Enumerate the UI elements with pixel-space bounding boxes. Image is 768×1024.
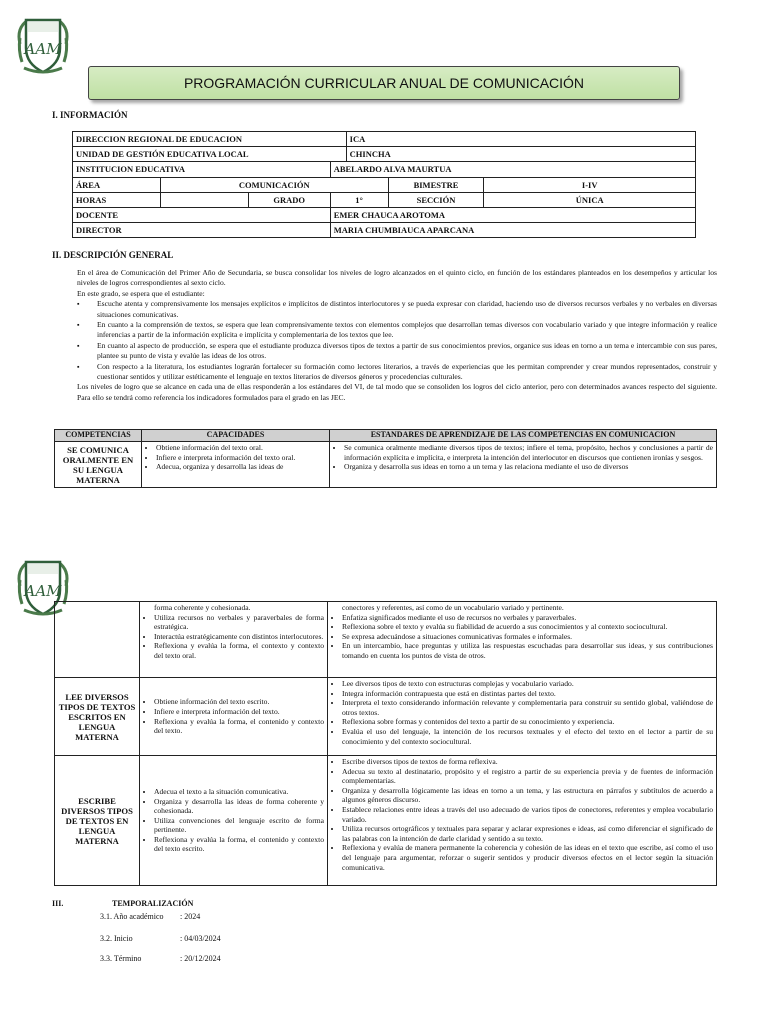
standard-item: • Interpreta el texto considerando información relevante y complementaria para construir su sentido global, valiéndose de otros textos. [342,698,713,717]
section-heading-info: I. INFORMACIÓN [52,110,128,120]
header-capacidades: CAPACIDADES [142,430,330,442]
standard-item: • Organiza y desarrolla lógicamente las ideas en torno a un tema, y las estructura en párrafos y subtítulos de acuerdo a algunos géneros discurso. [342,786,713,805]
standard-item: • Evalúa el uso del lenguaje, la intención de los recursos textuales y el efecto del texto en el lector a partir de su conocimiento y del contexto sociocultural. [342,727,713,746]
standard-item: • Adecua su texto al destinatario, propósito y el registro a partir de su experiencia previa y de fuentes de información complementarias. [342,767,713,786]
standard-item: • Utiliza recursos ortográficos y textuales para separar y aclarar expresiones e ideas, así como diferenciar el significado de las palabras con la intención de darle claridad y sentido a su texto. [342,824,713,843]
page-title: PROGRAMACIÓN CURRICULAR ANUAL DE COMUNICACIÓN [88,66,680,100]
info-value: ÚNICA [484,192,696,207]
info-value: 1° [330,192,388,207]
competencies-table-part2 [54,601,717,886]
section-number-temporalizacion: III. [52,899,64,908]
desc-paragraph: Los niveles de logro que se alcance en cada una de ellas responderán a los estándares del VI, de tal modo que se consoliden los logros del ciclo anterior, pero con determinados avances respecto del siguiente. Para ello se tendrá como referencia los indicadores formulados para el grado en las JEC. [77,382,717,402]
desc-paragraph: En este grado, se espera que el estudiante: [77,288,205,298]
standard-item: • Se expresa adecuándose a situaciones comunicativas formales e informales. [342,632,713,642]
temp-value: : 04/03/2024 [180,934,221,943]
capacity-item: • Interactúa estratégicamente con distintos interlocutores. [154,632,324,642]
standard-item: conectores y referentes, así como de un vocabulario variado y pertinente. [342,603,564,612]
info-label: DOCENTE [73,207,331,222]
standard-item: • Escribe diversos tipos de textos de forma reflexiva. [342,757,713,767]
standard-item: • Establece relaciones entre ideas a través del uso adecuado de varios tipos de conectores, referentes y emplea vocabulario variado. [342,805,713,824]
desc-bullet: ▪ Con respecto a la literatura, los estudiantes lograrán fortalecer su formación como lectores literarios, a través de experiencias que les permitan comprender y crear mundos representados, construir y cuestionar sentidos y utilizar estéticamente el lenguaje en textos literarios de diversos géneros y procedencias culturales. [77,362,717,383]
desc-bullet: ▪ En cuanto al aspecto de producción, se espera que el estudiante produzca diversos tipos de textos a partir de sus conocimientos previos, organice sus ideas en torno a un tema e intercambie con sus pares, plantee su punto de vista y evalúe las ideas de los otros. [77,341,717,362]
capacity-item: • Obtiene información del texto escrito. [154,697,324,707]
info-value: MARIA CHUMBIAUCA APARCANA [330,223,695,238]
info-label: ÁREA [73,177,161,192]
info-value: ICA [346,132,695,147]
info-value: COMUNICACIÓN [160,177,388,192]
competency-name: ESCRIBE DIVERSOS TIPOS DE TEXTOS EN LENGUA MATERNA [55,756,140,886]
info-label: DIRECCION REGIONAL DE EDUCACION [73,132,347,147]
info-value: I-IV [484,177,696,192]
info-label: SECCIÓN [388,192,484,207]
section-heading-description: II. DESCRIPCIÓN GENERAL [52,250,174,260]
capacity-item: • Infiere e interpreta información del texto oral. [156,453,326,463]
desc-bullet: ▪ En cuanto a la comprensión de textos, se espera que lean comprensivamente textos con elementos complejos que desarrollan temas diversos con vocabulario variado y que integre información y realice inferencias a partir de la información explícita e implícita y complementaria de los textos que lee. [77,320,717,341]
capacity-item: • Infiere e interpreta información del texto. [154,707,324,717]
temp-label: 3.2. Inicio [100,934,133,943]
competency-name: SE COMUNICA ORALMENTE EN SU LENGUA MATERNA [55,442,142,488]
header-competencias: COMPETENCIAS [55,430,142,442]
temp-label: 3.3. Término [100,954,142,963]
logo-text: AAM [24,582,62,600]
info-value-empty [160,192,248,207]
logo-text: AAM [24,40,62,58]
info-label: GRADO [248,192,330,207]
capacity-item: • Utiliza recursos no verbales y paraverbales de forma estratégica. [154,613,324,632]
standard-item: • Integra información contrapuesta que está en distintas partes del texto. [342,689,713,699]
school-crest-logo [12,14,74,76]
desc-bullet: ▪ Escuche atenta y comprensivamente los mensajes explícitos e implícitos de distintos interlocutores y se pueda expresar con claridad, haciendo uso de diversos recursos verbales y no verbales en diversas situaciones comunicativas. [77,299,717,320]
info-value: ABELARDO ALVA MAURTUA [330,162,695,177]
info-label: DIRECTOR [73,223,331,238]
capacity-item: • Reflexiona y evalúa la forma, el contenido y contexto del texto escrito. [154,835,324,854]
info-label: HORAS [73,192,161,207]
capacity-item: forma coherente y cohesionada. [154,603,251,612]
competency-name: LEE DIVERSOS TIPOS DE TEXTOS ESCRITOS EN LENGUA MATERNA [55,678,140,756]
info-label: UNIDAD DE GESTIÓN EDUCATIVA LOCAL [73,147,347,162]
capacity-item: • Reflexiona y evalúa la forma, el contenido y contexto del texto. [154,717,324,736]
header-estandares: ESTANDARES DE APRENDIZAJE DE LAS COMPETENCIAS EN COMUNICACION [330,430,717,442]
standard-item: • Lee diversos tipos de texto con estructuras complejas y vocabulario variado. [342,679,713,689]
capacity-item: • Reflexiona y evalúa la forma, el contexto y contexto del texto oral. [154,641,324,660]
standard-item: • Reflexiona sobre el texto y evalúa su fiabilidad de acuerdo a sus conocimientos y al contexto sociocultural. [342,622,713,632]
info-value: EMER CHAUCA AROTOMA [330,207,695,222]
standard-item: • Reflexiona sobre formas y contenidos del texto a partir de su conocimiento y experiencia. [342,717,713,727]
capacity-item: • Adecua el texto a la situación comunicativa. [154,787,324,797]
capacity-item: • Utiliza convenciones del lenguaje escrito de forma pertinente. [154,816,324,835]
standard-item: • Reflexiona y evalúa de manera permanente la coherencia y cohesión de las ideas en el texto que escribe, así como el uso del lenguaje para argumentar, reforzar o sugerir sentidos y producir diversos efectos en el lector según la situación comunicativa. [342,843,713,872]
temp-value: : 20/12/2024 [180,954,221,963]
general-description [77,268,717,403]
temp-value: : 2024 [180,912,201,921]
standard-item: • Se comunica oralmente mediante diversos tipos de textos; infiere el tema, propósito, hechos y conclusiones a partir de información explícita e implícita, e interpreta la intención del interlocutor en discursos que contienen ironías y sesgos. [344,443,713,462]
temp-label: 3.1. Año académico [100,912,164,921]
capacity-item: • Adecua, organiza y desarrolla las ideas de [156,462,326,472]
section-heading-temporalizacion: TEMPORALIZACIÓN [112,899,194,908]
info-label: INSTITUCION EDUCATIVA [73,162,331,177]
standard-item: • Enfatiza significados mediante el uso de recursos no verbales y paraverbales. [342,613,713,623]
standard-item: • Organiza y desarrolla sus ideas en torno a un tema y las relaciona mediante el uso de diversos [344,462,713,472]
desc-paragraph: En el área de Comunicación del Primer Año de Secundaria, se busca consolidar los niveles de logro alcanzados en el quinto ciclo, en función de los estándares planteados en los desempeños y articular los niveles de logros correspondientes al sexto ciclo. [77,268,717,288]
info-value: CHINCHA [346,147,695,162]
capacity-item: • Organiza y desarrolla las ideas de forma coherente y cohesionada. [154,797,324,816]
standard-item: • En un intercambio, hace preguntas y utiliza las respuestas escuchadas para desarrollar sus ideas, y sus contribuciones tomando en cuenta los puntos de vista de otros. [342,641,713,660]
info-table [72,131,696,238]
info-label: BIMESTRE [388,177,484,192]
competencies-table-part1 [54,429,717,488]
capacity-item: • Obtiene información del texto oral. [156,443,326,453]
